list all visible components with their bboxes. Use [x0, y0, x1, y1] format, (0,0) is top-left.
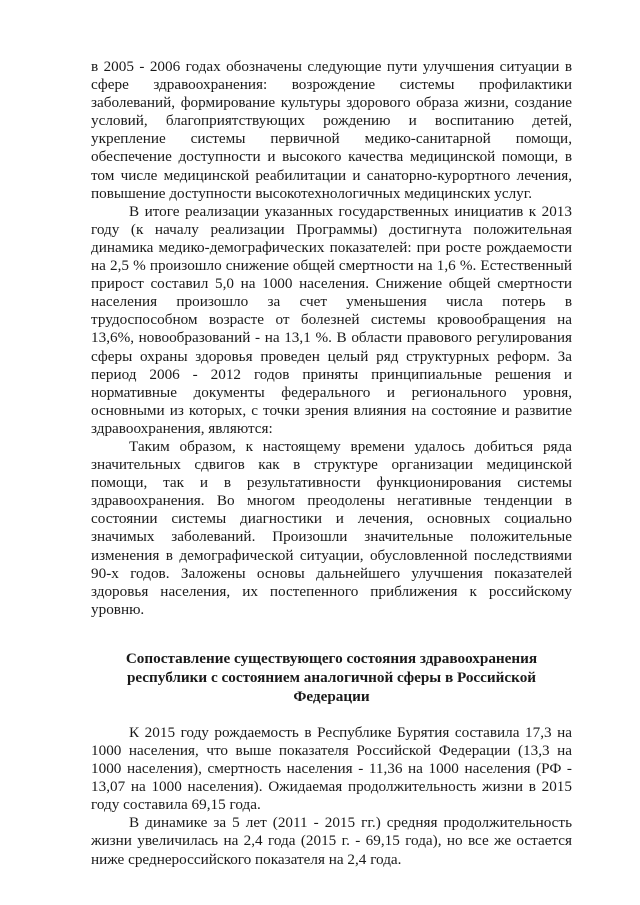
document-page: [91, 58, 572, 869]
paragraph-results-2013: В итоге реализации указанных государственных инициатив к 2013 году (к началу реализации Программы) достигнута положительная динамика медико-демографических показателей: при росте рождаемости на 2,5 % произошло снижение общей смертности на 1,6 %. Естественный прирост составил 5,0 на 1000 населения. Снижение общей смертности населения произошло за счет уменьшения числа потерь в трудоспособном возрасте от болезней системы кровообращения на 13,6%, новообразований - на 13,1 %. В области правового регулирования сферы охраны здоровья проведен целый ряд структурных реформ. За период 2006 - 2012 годов приняты принципиальные решения и нормативные документы федерального и регионального уровня, основными из которых, с точки зрения влияния на состояние и развитие здравоохранения, являются:: [91, 202, 572, 437]
paragraph-life-expectancy: В динамике за 5 лет (2011 - 2015 гг.) средняя продолжительность жизни увеличилась на 2,4 года (2015 г. - 69,15 года), но все же остается ниже среднероссийского показателя на 2,4 года.: [91, 814, 572, 868]
paragraph-birth-rate-2015: К 2015 году рождаемость в Республике Бурятия составила 17,3 на 1000 населения, что выше показателя Российской Федерации (13,3 на 1000 населения), смертность населения - 11,36 на 1000 населения (РФ - 13,07 на 1000 населения). Ожидаемая продолжительность жизни в 2015 году составила 69,15 года.: [91, 723, 572, 814]
section-heading: Сопоставление существующего состояния здравоохранения республики с состоянием аналогичной сферы в Российской Федерации: [125, 649, 538, 705]
paragraph-conclusion: Таким образом, к настоящему времени удалось добиться ряда значительных сдвигов как в структуре организации медицинской помощи, так и в результативности функционирования системы здравоохранения. Во многом преодолены негативные тенденции в состоянии системы диагностики и лечения, основных социально значимых заболеваний. Произошли значительные положительные изменения в демографической ситуации, обусловленной последствиями 90-х годов. Заложены основы дальнейшего улучшения показателей здоровья населения, их постепенного приближения к российскому уровню.: [91, 437, 572, 618]
paragraph-health-improvement-paths: в 2005 - 2006 годах обозначены следующие пути улучшения ситуации в сфере здравоохранения: возрождение системы профилактики заболеваний, формирование культуры здорового образа жизни, создание условий, благоприятствующих рождению и воспитанию детей, укрепление системы первичной медико-санитарной помощи, обеспечение доступности и высокого качества медицинской помощи, в том числе медицинской реабилитации и санаторно-курортного лечения, повышение доступности высокотехнологичных медицинских услуг.: [91, 58, 572, 202]
